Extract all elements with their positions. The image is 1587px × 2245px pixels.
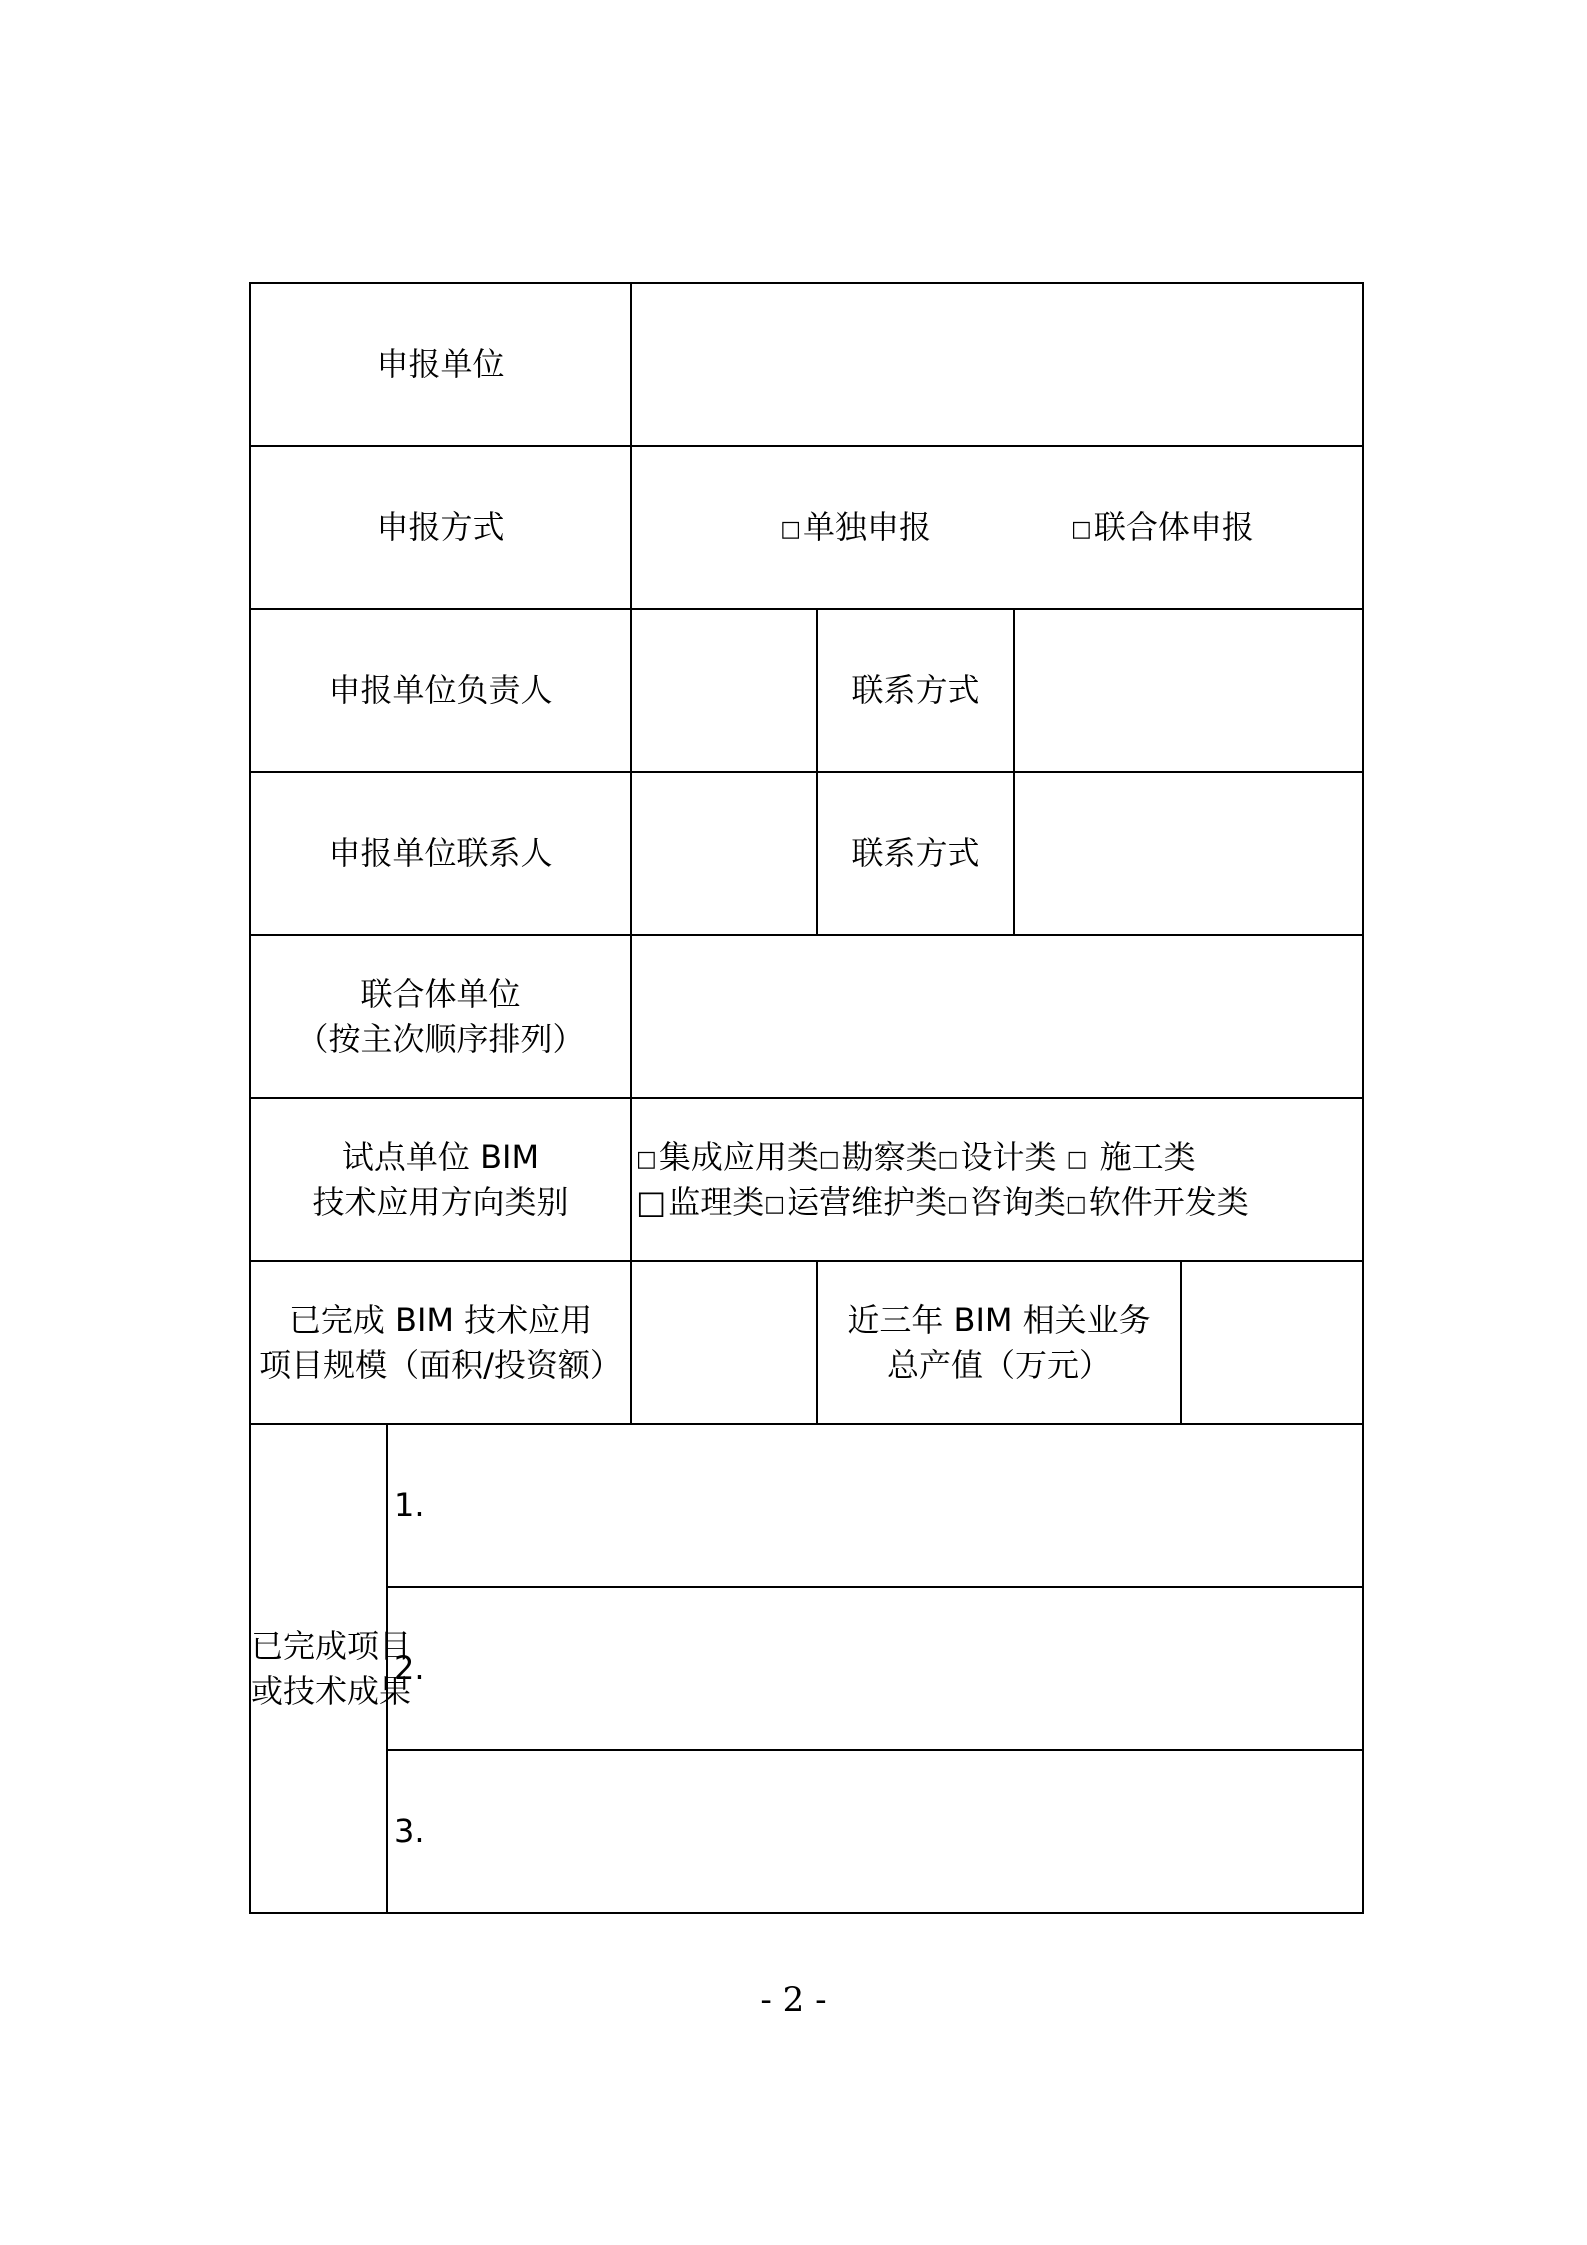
row-achievement-3 xyxy=(250,1750,1363,1913)
responsible-contact-field[interactable] xyxy=(1014,609,1363,772)
achievements-label xyxy=(250,1424,412,1913)
contact-person-field[interactable] xyxy=(631,772,817,935)
applicant-unit-label: 申报单位 xyxy=(250,283,631,446)
application-form-table xyxy=(249,282,1364,1914)
project-scale-field[interactable] xyxy=(631,1261,817,1424)
row-bim-category xyxy=(250,1098,1363,1261)
achievement-item-1[interactable]: 1. xyxy=(387,1424,1363,1587)
category-survey: 勘察类 xyxy=(841,1137,938,1176)
project-scale-label xyxy=(250,1261,631,1424)
row-contact-person xyxy=(250,772,1363,935)
checkbox-icon[interactable]: □ xyxy=(1065,1191,1087,1217)
row-consortium-units xyxy=(250,935,1363,1098)
achievements-label-line2: 或技术成果 xyxy=(251,1671,412,1710)
category-integrated: 集成应用类 xyxy=(658,1137,819,1176)
row-project-scale xyxy=(250,1261,1363,1424)
responsible-person-field[interactable] xyxy=(631,609,817,772)
achievement-item-3[interactable]: 3. xyxy=(387,1750,1363,1913)
bim-category-options xyxy=(631,1098,1363,1261)
output-value-label-line2: 总产值（万元） xyxy=(887,1345,1112,1384)
project-scale-label-line1: 已完成 BIM 技术应用 xyxy=(288,1300,593,1339)
option-individual[interactable] xyxy=(780,505,931,550)
row-applicant-unit xyxy=(250,283,1363,446)
checkbox-icon[interactable]: □ xyxy=(764,1191,786,1217)
consortium-units-label xyxy=(250,935,631,1098)
consortium-label-line1: 联合体单位 xyxy=(360,974,521,1013)
contact-person-label: 申报单位联系人 xyxy=(250,772,631,935)
contact-person-contact-field[interactable] xyxy=(1014,772,1363,935)
bim-category-label xyxy=(250,1098,631,1261)
checkbox-icon[interactable]: □ xyxy=(636,1146,657,1172)
checkbox-icon[interactable]: □ xyxy=(937,1146,959,1172)
output-value-label xyxy=(817,1261,1181,1424)
row-application-method xyxy=(250,446,1363,609)
checkbox-icon[interactable]: □ xyxy=(1066,1146,1088,1172)
output-value-field[interactable] xyxy=(1181,1261,1363,1424)
bim-category-label-line2: 技术应用方向类别 xyxy=(312,1182,569,1221)
bim-category-label-line1: 试点单位 BIM xyxy=(341,1137,540,1176)
option-label: 联合体申报 xyxy=(1093,508,1254,547)
consortium-label-line2: （按主次顺序排列） xyxy=(296,1019,585,1058)
checkbox-icon[interactable]: □ xyxy=(1071,517,1092,543)
category-supervision: 监理类 xyxy=(668,1182,765,1221)
category-consulting: 咨询类 xyxy=(969,1182,1066,1221)
category-software: 软件开发类 xyxy=(1088,1182,1249,1221)
option-label: 单独申报 xyxy=(803,508,932,547)
checkbox-icon[interactable]: □ xyxy=(780,517,801,543)
achievement-item-2[interactable]: 2. xyxy=(387,1587,1363,1750)
category-construction: 施工类 xyxy=(1089,1137,1196,1176)
row-achievement-2 xyxy=(250,1587,1363,1750)
application-method-label: 申报方式 xyxy=(250,446,631,609)
category-design: 设计类 xyxy=(960,1137,1057,1176)
category-options-row-1 xyxy=(632,1135,1362,1180)
row-responsible-person xyxy=(250,609,1363,772)
checkbox-icon[interactable]: □ xyxy=(818,1146,840,1172)
output-value-label-line1: 近三年 BIM 相关业务 xyxy=(847,1300,1151,1339)
option-consortium[interactable] xyxy=(1071,505,1254,550)
responsible-contact-label: 联系方式 xyxy=(817,609,1014,772)
contact-person-contact-label: 联系方式 xyxy=(817,772,1014,935)
row-achievement-1 xyxy=(250,1424,1363,1587)
responsible-person-label: 申报单位负责人 xyxy=(250,609,631,772)
page-number: - 2 - xyxy=(760,1980,827,2020)
consortium-units-field[interactable] xyxy=(631,935,1363,1098)
achievements-label-line1: 已完成项目 xyxy=(251,1626,412,1665)
applicant-unit-field[interactable] xyxy=(631,283,1363,446)
checkbox-icon[interactable]: □ xyxy=(636,1182,667,1221)
application-method-options xyxy=(631,446,1363,609)
project-scale-label-line2: 项目规模（面积/投资额） xyxy=(259,1345,622,1384)
category-options-row-2 xyxy=(632,1180,1362,1225)
category-operation: 运营维护类 xyxy=(787,1182,948,1221)
checkbox-icon[interactable]: □ xyxy=(947,1191,968,1217)
